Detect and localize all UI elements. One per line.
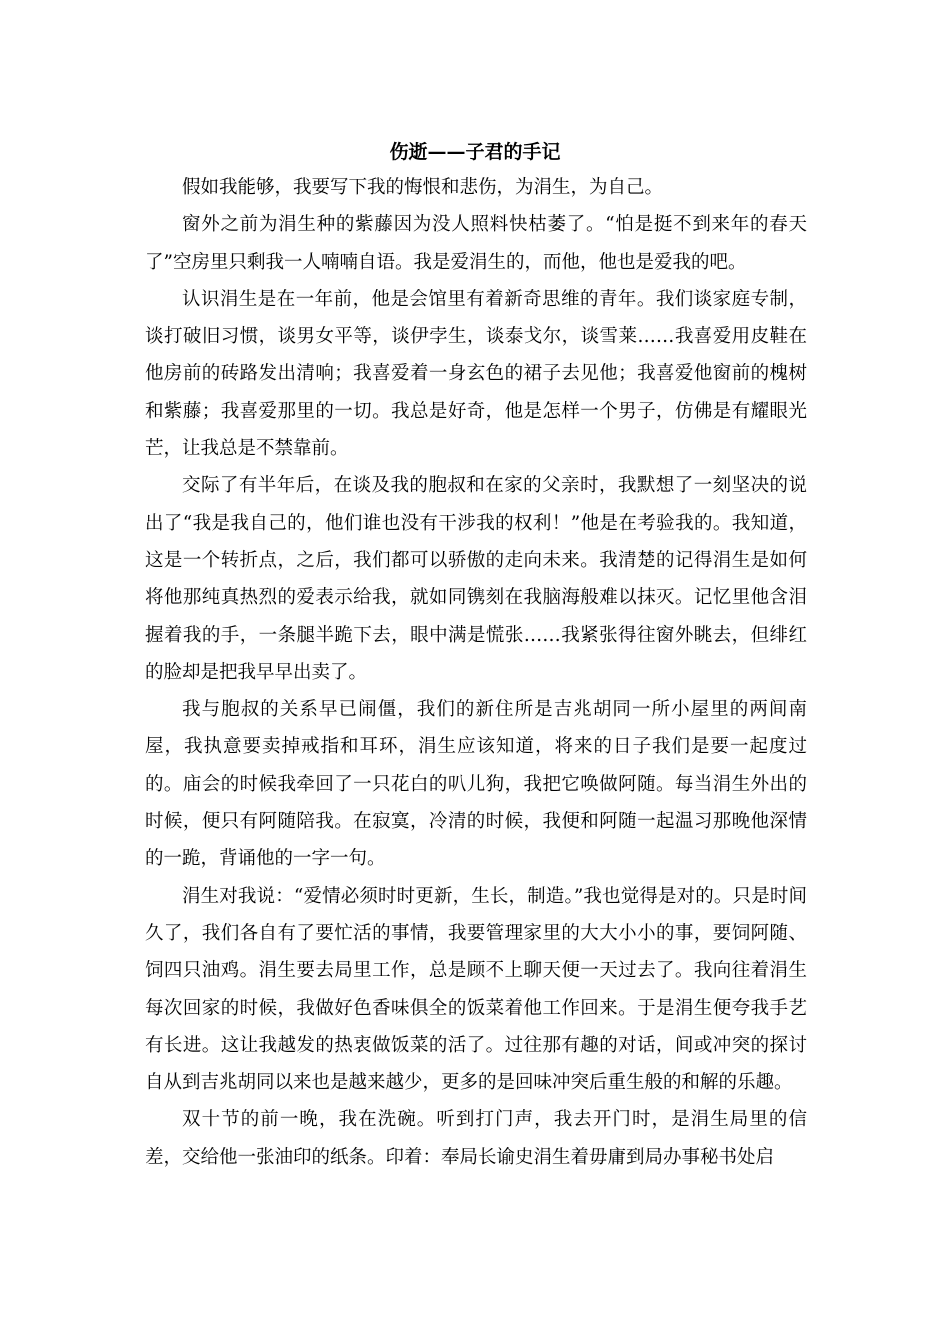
paragraph: 双十节的前一晚，我在洗碗。听到打门声，我去开门时，是涓生局里的信差，交给他一张油印的纸条。印着：奉局长谕史涓生着毋庸到局办事秘书处启 bbox=[145, 1109, 807, 1168]
document-body bbox=[145, 169, 807, 1176]
document-title: 伤逝——子君的手记 bbox=[389, 141, 561, 163]
paragraph: 窗外之前为涓生种的紫藤因为没人照料快枯萎了。“怕是挺不到来年的春天了”空房里只剩我一人喃喃自语。我是爱涓生的，而他，他也是爱我的吧。 bbox=[145, 214, 807, 273]
paragraph: 假如我能够，我要写下我的悔恨和悲伤，为涓生，为自己。 bbox=[182, 177, 664, 198]
paragraph: 我与胞叔的关系早已闹僵，我们的新住所是吉兆胡同一所小屋里的两间南屋，我执意要卖掉戒指和耳环，涓生应该知道，将来的日子我们是要一起度过的。庙会的时候我牵回了一只花白的叭儿狗，我把它唤做阿随。每当涓生外出的时候，便只有阿随陪我。在寂寞，冷清的时候，我便和阿随一起温习那晚他深情的一跪，背诵他的一字一句。 bbox=[145, 699, 807, 870]
paragraph: 认识涓生是在一年前，他是会馆里有着新奇思维的青年。我们谈家庭专制，谈打破旧习惯，谈男女平等，谈伊孛生，谈泰戈尔，谈雪莱……我喜爱用皮鞋在他房前的砖路发出清响；我喜爱着一身玄色的裙子去见他；我喜爱他窗前的槐树和紫藤；我喜爱那里的一切。我总是好奇，他是怎样一个男子，仿佛是有耀眼光芒，让我总是不禁靠前。 bbox=[145, 288, 807, 460]
paragraph: 涓生对我说：“爱情必须时时更新，生长，制造。”我也觉得是对的。只是时间久了，我们各自有了要忙活的事情，我要管理家里的大大小小的事，要饲阿随、饲四只油鸡。涓生要去局里工作，总是顾不上聊天便一天过去了。我向往着涓生每次回家的时候，我做好色香味俱全的饭菜着他工作回来。于是涓生便夸我手艺有长进。这让我越发的热衷做饭菜的活了。过往那有趣的对话，间或冲突的探讨自从到吉兆胡同以来也是越来越少，更多的是回味冲突后重生般的和解的乐趣。 bbox=[145, 885, 807, 1094]
paragraph: 交际了有半年后，在谈及我的胞叔和在家的父亲时，我默想了一刻坚决的说出了“我是我自己的，他们谁也没有干涉我的权利！”他是在考验我的。我知道，这是一个转折点，之后，我们都可以骄傲的走向未来。我清楚的记得涓生是如何将他那纯真热烈的爱表示给我，就如同镌刻在我脑海般难以抹灭。记忆里他含泪握着我的手，一条腿半跪下去，眼中满是慌张……我紧张得往窗外眺去，但绯红的脸却是把我早早出卖了。 bbox=[145, 475, 807, 683]
